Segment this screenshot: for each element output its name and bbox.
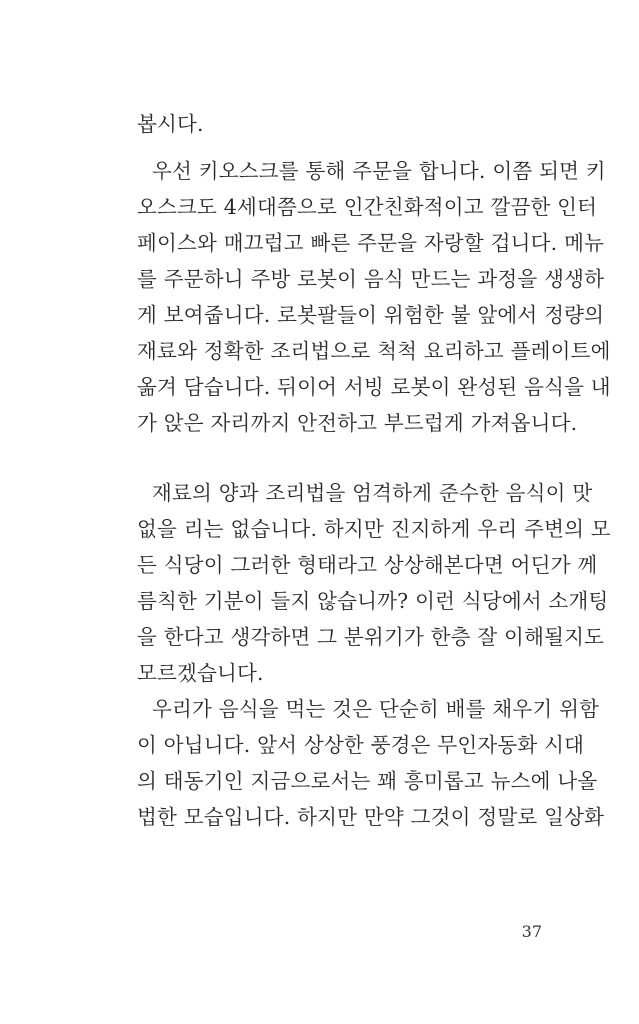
text-line: 이 아닙니다. 앞서 상상한 풍경은 무인자동화 시대	[137, 733, 585, 757]
text-line: 을 한다고 생각하면 그 분위기가 한층 잘 이해될지도	[137, 625, 605, 649]
text-line: 법한 모습입니다. 하지만 만약 그것이 정말로 일상화	[137, 805, 605, 829]
text-line: 의 태동기인 지금으로서는 꽤 흥미롭고 뉴스에 나올	[137, 769, 598, 793]
text-line: 름칙한 기분이 들지 않습니까? 이런 식당에서 소개팅	[137, 589, 609, 613]
text-line: 재료와 정확한 조리법으로 척척 요리하고 플레이트에	[137, 339, 611, 363]
text-line: 모르겠습니다.	[137, 661, 264, 685]
text-line: 든 식당이 그러한 형태라고 상상해본다면 어딘가 께	[137, 553, 598, 577]
text-line: 페이스와 매끄럽고 빠른 주문을 자랑할 겁니다. 메뉴	[137, 231, 605, 255]
text-line: 를 주문하니 주방 로봇이 음식 만드는 과정을 생생하	[137, 267, 605, 291]
text-line: 재료의 양과 조리법을 엄격하게 준수한 음식이 맛	[152, 481, 593, 505]
text-line: 우리가 음식을 먹는 것은 단순히 배를 채우기 위함	[152, 697, 600, 721]
text-line: 봅시다.	[137, 112, 204, 136]
text-line: 게 보여줍니다. 로봇팔들이 위험한 불 앞에서 정량의	[137, 303, 605, 327]
text-line: 가 앉은 자리까지 안전하고 부드럽게 가져옵니다.	[137, 411, 578, 435]
text-line: 오스크도 4세대쯤으로 인간친화적이고 깔끔한 인터	[137, 195, 598, 219]
page-number: 37	[521, 922, 542, 941]
text-line: 우선 키오스크를 통해 주문을 합니다. 이쯤 되면 키	[152, 159, 606, 183]
text-line: 없을 리는 없습니다. 하지만 진지하게 우리 주변의 모	[137, 517, 611, 541]
text-line: 옮겨 담습니다. 뒤이어 서빙 로봇이 완성된 음식을 내	[137, 375, 611, 399]
